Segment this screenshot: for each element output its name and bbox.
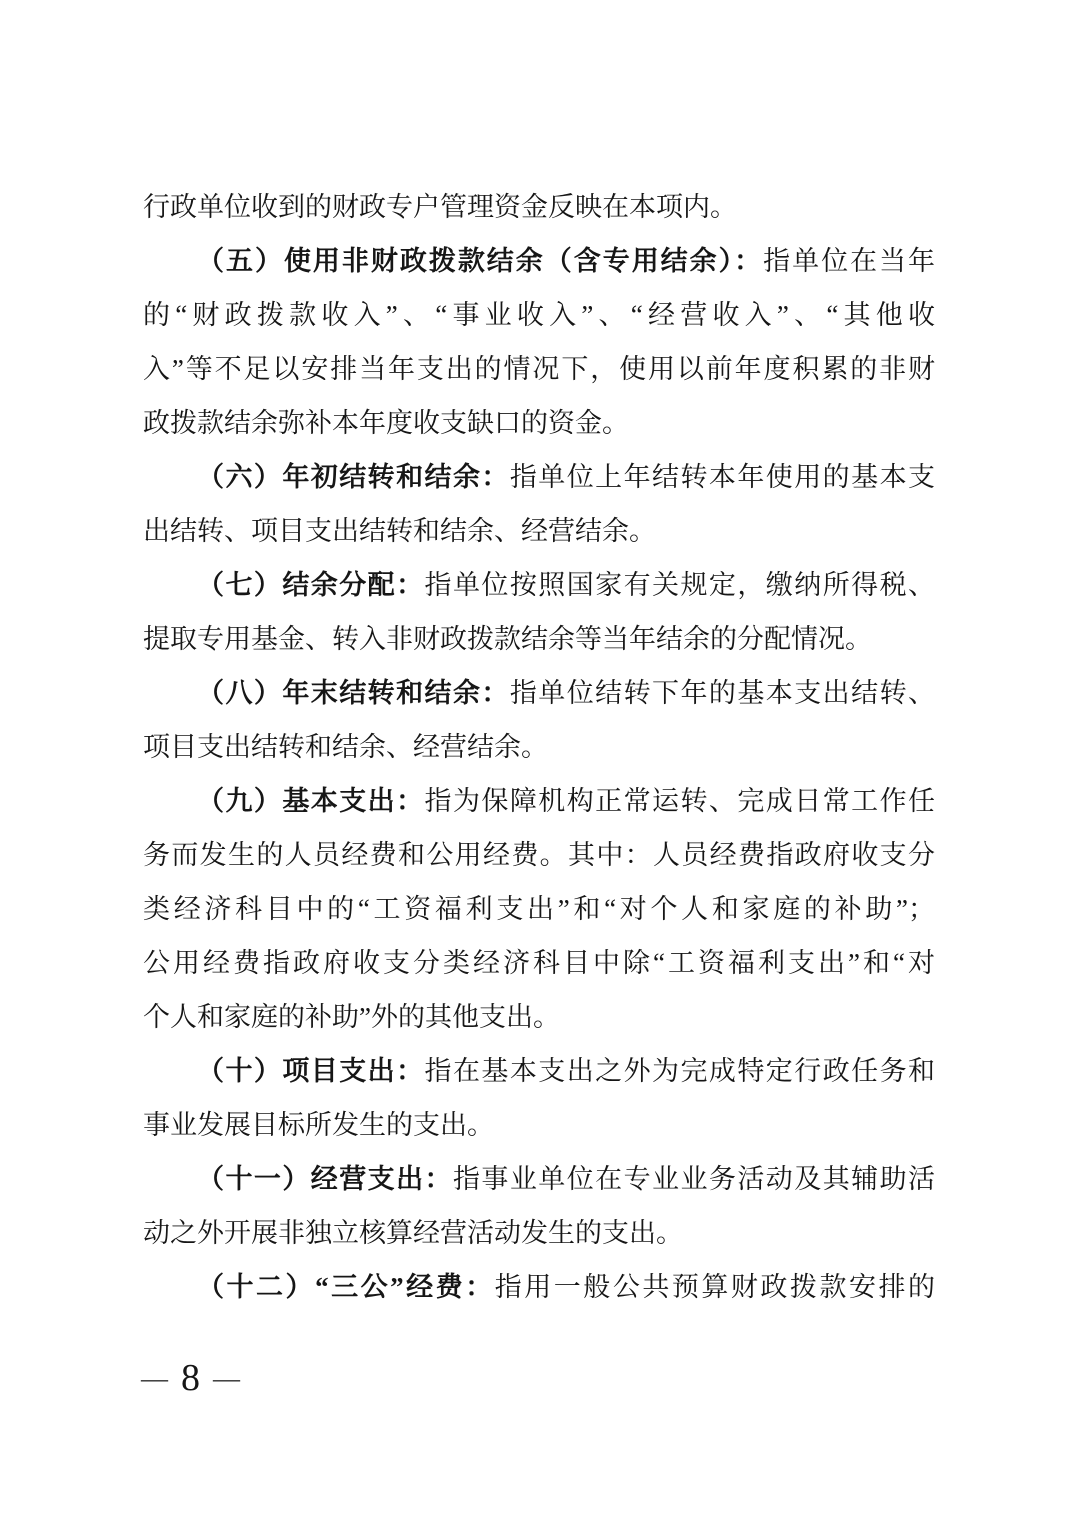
text-line xyxy=(143,936,935,990)
text-line xyxy=(143,1044,935,1098)
text-line xyxy=(143,828,935,882)
page-number: 8 xyxy=(181,1357,200,1399)
clause-heading: （八）年末结转和结余： xyxy=(197,678,510,708)
text-line xyxy=(143,720,935,774)
clause-text: 指单位在当年 xyxy=(763,246,936,276)
clause-text: 动之外开展非独立核算经营活动发生的支出。 xyxy=(143,1218,683,1248)
clause-text: 指单位结转下年的基本支出结转、 xyxy=(509,678,936,708)
clause-text: 出结转、项目支出结转和结余、经营结余。 xyxy=(143,516,656,546)
text-line xyxy=(143,612,935,666)
text-line xyxy=(143,558,935,612)
text-line xyxy=(143,180,935,234)
text-line xyxy=(143,450,935,504)
text-line xyxy=(143,1206,935,1260)
text-line xyxy=(143,774,935,828)
clause-text: 指单位上年结转本年使用的基本支 xyxy=(509,462,936,492)
text-line xyxy=(143,1152,935,1206)
clause-heading: （九）基本支出： xyxy=(197,786,425,816)
clause-text: 入”等不足以安排当年支出的情况下，使用以前年度积累的非财 xyxy=(143,354,935,384)
clause-text: 项目支出结转和结余、经营结余。 xyxy=(143,732,548,762)
text-line xyxy=(143,1098,935,1152)
text-line xyxy=(143,666,935,720)
clause-text: 指为保障机构正常运转、完成日常工作任 xyxy=(424,786,936,816)
text-line xyxy=(143,990,935,1044)
clause-heading: （七）结余分配： xyxy=(197,570,425,600)
text-line xyxy=(143,882,935,936)
text-line xyxy=(143,1260,935,1314)
clause-text: 个人和家庭的补助”外的其他支出。 xyxy=(143,1002,560,1032)
text-line xyxy=(143,396,935,450)
text-line xyxy=(143,288,935,342)
text-line xyxy=(143,504,935,558)
clause-heading: （十二）“三公”经费： xyxy=(197,1272,495,1302)
clause-text: 指在基本支出之外为完成特定行政任务和 xyxy=(424,1056,936,1086)
page-footer xyxy=(141,1356,240,1400)
clause-heading: （五）使用非财政拨款结余（含专用结余）： xyxy=(197,246,764,276)
clause-text: 提取专用基金、转入非财政拨款结余等当年结余的分配情况。 xyxy=(143,624,872,654)
clause-text: 事业发展目标所发生的支出。 xyxy=(143,1110,494,1140)
clause-heading: （六）年初结转和结余： xyxy=(197,462,510,492)
document-body xyxy=(143,180,935,1314)
clause-text: 类经济科目中的“工资福利支出”和“对个人和家庭的补助”； xyxy=(143,894,935,924)
text-line xyxy=(143,234,935,288)
clause-text: 公用经费指政府收支分类经济科目中除“工资福利支出”和“对 xyxy=(143,948,935,978)
clause-heading: （十一）经营支出： xyxy=(197,1164,453,1194)
clause-text: 指用一般公共预算财政拨款安排的 xyxy=(494,1272,936,1302)
text-line xyxy=(143,342,935,396)
clause-text: 政拨款结余弥补本年度收支缺口的资金。 xyxy=(143,408,629,438)
clause-heading: （十）项目支出： xyxy=(197,1056,425,1086)
clause-text: 务而发生的人员经费和公用经费。其中：人员经费指政府收支分 xyxy=(143,840,935,870)
footer-dash-left: — xyxy=(141,1362,168,1393)
clause-text: 指单位按照国家有关规定，缴纳所得税、 xyxy=(424,570,936,600)
clause-text: 指事业单位在专业业务活动及其辅助活 xyxy=(452,1164,936,1194)
clause-text: 的“财政拨款收入”、“事业收入”、“经营收入”、“其他收 xyxy=(143,300,935,330)
clause-text: 行政单位收到的财政专户管理资金反映在本项内。 xyxy=(143,192,737,222)
footer-dash-right: — xyxy=(213,1362,240,1393)
